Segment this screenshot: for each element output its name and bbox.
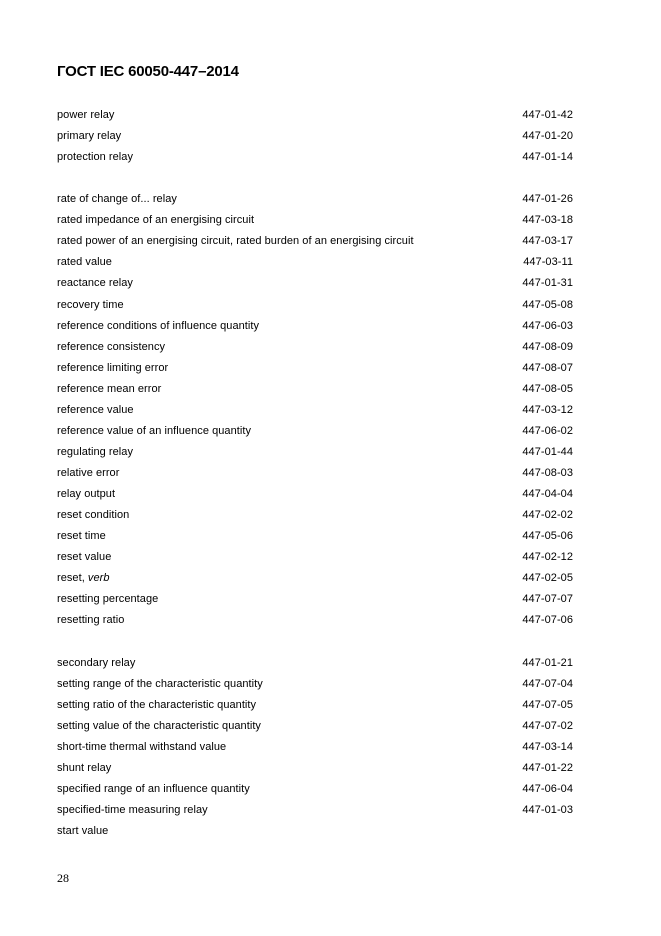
index-entry [57,614,573,635]
term-code: 447-01-26 [522,193,573,206]
term-label: start value [57,825,109,837]
term-code: 447-03-11 [523,256,573,269]
term-code: 447-02-02 [522,509,573,522]
term-label: reference value of an influence quantity [57,424,252,437]
term-label: reset condition [57,509,130,522]
index-entry [57,678,573,699]
index-entry [57,362,573,383]
term-code: 447-01-44 [522,445,573,458]
term-label-main: reset, [57,572,88,585]
document-header: ГОСТ IEC 60050-447–2014 [57,63,239,80]
term-label: secondary relay [57,656,136,669]
index-entry [57,825,573,846]
term-code: 447-08-03 [522,467,573,479]
index-entry [57,277,573,298]
term-label: rate of change of... relay [57,193,177,206]
term-label: rated impedance of an energising circuit [57,214,255,227]
index-entry [57,720,573,741]
index-entry [57,383,573,404]
term-label: reset time [57,530,106,543]
term-code: 447-08-07 [522,361,573,374]
term-label: specified range of an influence quantity [57,782,250,795]
term-group [57,657,573,847]
index-entry [57,446,573,467]
index-entry [57,425,573,446]
term-label: specified-time measuring relay [57,803,208,816]
term-label: recovery time [57,298,124,311]
index-entry [57,488,573,509]
term-label: relay output [57,488,116,501]
term-label: reference consistency [57,340,166,353]
index-entry [57,741,573,762]
term-label: reactance relay [57,277,133,290]
term-label: protection relay [57,151,134,164]
term-label: setting value of the characteristic quantity [57,719,261,732]
index-entry [57,657,573,678]
index-entry [57,299,573,320]
index-entry [57,109,573,130]
term-label: power relay [57,109,115,121]
term-label: reference conditions of influence quantity [57,319,260,332]
term-label: setting ratio of the characteristic quantity [57,698,257,711]
term-code: 447-05-08 [522,298,573,311]
term-code: 447-01-22 [522,761,573,774]
index-entry [57,593,573,614]
term-label: short-time thermal withstand value [57,740,227,753]
term-index [57,109,573,867]
term-code: 447-02-05 [522,572,573,585]
term-code: 447-01-14 [522,151,573,164]
index-entry [57,341,573,362]
index-entry [57,572,573,593]
term-code: 447-03-12 [522,403,573,416]
term-label: reference value [57,403,134,416]
term-code: 447-06-02 [522,424,573,437]
index-entry [57,235,573,256]
term-code: 447-03-17 [522,235,573,248]
term-label: reset value [57,551,112,564]
term-code: 447-01-20 [522,130,573,143]
index-entry [57,320,573,341]
index-entry [57,130,573,151]
term-label: shunt relay [57,761,112,774]
term-code: 447-06-03 [522,319,573,332]
term-label: resetting ratio [57,614,125,627]
index-entry [57,762,573,783]
index-entry [57,699,573,720]
term-code: 447-05-06 [522,530,573,543]
term-label: rated value [57,256,112,269]
index-entry [57,551,573,572]
term-code: 447-06-04 [522,782,573,795]
index-entry [57,256,573,277]
index-entry [57,467,573,488]
index-entry [57,151,573,172]
term-group [57,193,573,635]
term-code: 447-07-06 [522,614,573,627]
term-code: 447-01-21 [522,656,573,669]
index-entry [57,804,573,825]
term-label: relative error [57,467,120,479]
term-label: reference mean error [57,382,162,395]
term-group [57,109,573,172]
term-label-italic: verb [87,572,110,585]
term-label: resetting percentage [57,593,159,606]
term-code: 447-02-12 [522,551,573,564]
term-code: 447-08-05 [522,382,573,395]
index-entry [57,404,573,425]
term-label: reference limiting error [57,361,169,374]
index-entry [57,214,573,235]
term-code: 447-07-07 [522,593,573,606]
term-code: 447-07-05 [522,698,573,711]
term-label: rated power of an energising circuit, rated burden of an energising circuit [57,235,414,248]
term-code: 447-01-31 [522,277,573,290]
term-code: 447-07-04 [522,677,573,690]
index-entry [57,783,573,804]
term-label [57,572,110,584]
term-code: 447-03-14 [522,740,573,753]
term-label: primary relay [57,130,122,143]
index-entry [57,509,573,530]
term-code: 447-08-09 [522,340,573,353]
term-code: 447-07-02 [522,719,573,732]
index-entry [57,530,573,551]
term-code: 447-01-03 [522,803,573,816]
term-code: 447-03-18 [522,214,573,227]
term-code: 447-01-42 [522,109,573,121]
page-number: 28 [57,871,69,885]
term-label: setting range of the characteristic quantity [57,677,263,690]
term-label: regulating relay [57,445,134,458]
index-entry [57,193,573,214]
term-code: 447-04-04 [522,488,573,501]
